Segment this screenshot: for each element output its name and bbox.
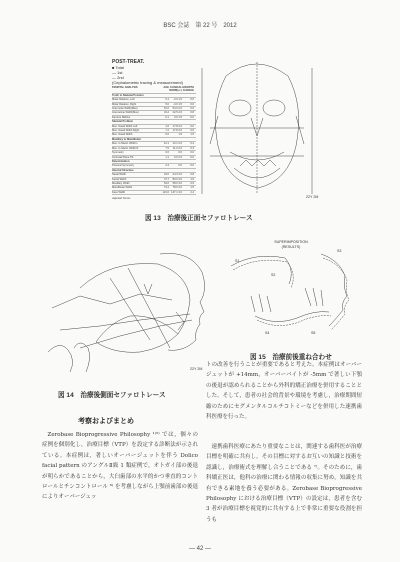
table-cell	[182, 120, 194, 123]
fig13-legend-item: — 1st	[112, 70, 123, 75]
table-cell: 0.0	[190, 102, 194, 106]
table-cell: Intermolar Width(Max)	[112, 107, 138, 111]
table-cell: 5.0	[165, 102, 169, 106]
table-cell: Postural Symmetry	[112, 164, 134, 168]
table-row	[112, 191, 196, 195]
fig13-legend-item: ■ Total	[112, 65, 124, 70]
table-cell: 1.6	[165, 124, 169, 128]
facial-plane	[128, 268, 170, 348]
fig14-lateral-tracing	[40, 248, 220, 376]
table-cell	[182, 94, 194, 97]
table-header-cell: GROWTH CHANGE	[182, 86, 194, 93]
table-cell: 74.4	[163, 186, 169, 190]
fig15-label-s1: S1	[235, 259, 240, 263]
table-cell: 1.5	[190, 186, 194, 190]
fig15-label-s5: S5	[311, 331, 316, 335]
table-cell: 72.7	[163, 177, 169, 181]
table-header-cell: CLINICAL NORM(+/-)	[169, 86, 182, 93]
table-cell: 0.0	[190, 155, 194, 159]
table-cell: 121.0	[162, 190, 169, 194]
table-cell: 0.3	[190, 146, 194, 150]
table-cell: 54.0	[163, 181, 169, 185]
table-cell: 0.1	[165, 115, 169, 119]
right-column-paragraph: トの改善を行うことが重要であると考えた。本症例はオーバージェットが +14mm，オーバーバイトが -5mm で著しい下顎の後退が認められることから外科的矯正治療を併用することとした。そして，患者の社会的背景や環境を考慮し，治療期間短縮のためにセグメンタルコルチコトミーなどを併用した速携歯科医療を行った。	[206, 362, 362, 421]
table-cell: 11.0 2.0	[172, 146, 182, 150]
table-cell	[182, 160, 194, 163]
table-cell: Symmetry	[112, 151, 124, 155]
fig15-subtitle: (RESULTS)	[281, 245, 301, 249]
table-cell: 0.0	[190, 129, 194, 133]
sella-nasion-line	[52, 294, 172, 308]
superimposition-mandible	[255, 312, 329, 322]
table-cell: 51.0	[163, 107, 169, 111]
table-cell: 17.8 2.0	[172, 129, 182, 133]
fig13-legend-title: POST-TREAT.	[112, 59, 145, 65]
table-cell: 2.4	[190, 190, 194, 194]
table-cell: 80.0 3.0	[172, 177, 182, 181]
table-cell: 7.5	[165, 146, 169, 150]
table-cell: Denture Midline	[112, 115, 131, 119]
table-cell: Intercanine Width(Max)	[112, 111, 139, 115]
table-header-row	[112, 86, 196, 94]
table-cell: Determination	[112, 159, 130, 163]
table-cell	[158, 120, 169, 123]
table-cell: 127.1 3.0	[171, 190, 182, 194]
table-cell: 31.2	[163, 111, 169, 115]
superimposition-s1	[231, 256, 291, 284]
fig13-legend	[112, 60, 183, 85]
superimposition-teeth-1	[251, 294, 271, 312]
table-cell: Occlusal Plane Tilt	[112, 155, 134, 159]
table-cell: Max. Nasal Width	[112, 133, 133, 137]
table-cell: 0.6	[190, 107, 194, 111]
fig15-label-s3: S3	[337, 249, 342, 253]
table-cell: 54.0 2.0	[172, 107, 182, 111]
fig15-label-s4: S4	[265, 331, 270, 335]
table-cell: 12.1 2.0	[172, 142, 182, 146]
table-cell: -3.0 1.5	[173, 102, 182, 106]
table-cell	[158, 94, 169, 97]
table-cell: 0.0 1.5	[174, 115, 182, 119]
table-header-cell: FRONTAL ANALYSIS	[112, 86, 138, 89]
table-cell	[182, 169, 194, 172]
fig15-superimposition	[225, 236, 355, 340]
table-cell: 58.0 3.0	[172, 181, 182, 185]
table-cell: 0.0	[190, 98, 194, 102]
fig15-caption: 図 15 治療前後重ね合わせ	[250, 354, 332, 361]
table-cell: 0.8	[190, 173, 194, 177]
table-cell	[158, 169, 169, 172]
fig13-table-note: Adjusted Norms	[112, 197, 131, 201]
fig13-caption: 図 13 治療後正面セファロトレース	[145, 215, 253, 222]
facial-axis	[110, 278, 150, 340]
table-cell: Maxillary to Mandibular	[112, 137, 141, 141]
table-cell	[169, 138, 182, 141]
fig15-title: SUPERIMPOSITION	[274, 240, 308, 244]
table-cell: 0.0 2.0	[174, 155, 182, 159]
table-cell: Molar Relation, Right	[112, 102, 137, 106]
table-cell: 0.0	[190, 151, 194, 155]
table-cell: 22.5 2.0	[172, 111, 182, 115]
table-cell: 1.1	[165, 155, 169, 159]
table-cell: 0.0	[178, 164, 182, 168]
table-cell: Max. to Mand. Width R	[112, 146, 139, 150]
fig14-caption: 図 14 治療後側面セファロトレース	[58, 392, 166, 399]
table-header-cell: AGE	[163, 86, 169, 89]
fig14-plate-label: 22Y 2M	[190, 367, 203, 371]
section-heading: 考察およびまとめ	[78, 418, 134, 425]
table-cell: 1.6	[190, 177, 194, 181]
table-cell: Max. Nasal Width Right	[112, 129, 140, 133]
table-cell: Facial Width	[112, 177, 127, 181]
table-cell: 2.4	[165, 164, 169, 168]
right-orbit	[263, 100, 285, 116]
table-cell	[169, 169, 182, 172]
soft-tissue-profile	[160, 253, 205, 350]
pterygoid-landmark	[144, 284, 152, 294]
occlusal-plane	[80, 320, 192, 348]
table-cell: 6.0	[165, 133, 169, 137]
table-cell: 6.1	[165, 98, 169, 102]
table-cell: 7.2	[165, 129, 169, 133]
fig13-legend-item: — 2nd	[112, 75, 124, 80]
teeth-outline	[240, 160, 276, 166]
table-cell	[182, 138, 194, 141]
table-cell: 12.1	[163, 142, 169, 146]
table-cell	[158, 138, 169, 141]
running-header: BSC 会誌 第 22 号 2012	[163, 23, 237, 29]
table-cell: 0.8	[190, 111, 194, 115]
skull-base-outline	[80, 264, 190, 353]
table-cell: Molar Relation, Left	[112, 98, 135, 102]
table-cell: Maxillary Width	[112, 181, 130, 185]
fig13-plate-label: 22Y 2M	[306, 195, 319, 199]
table-cell: 24.0	[163, 173, 169, 177]
table-cell: Tooth to Skeletal Position	[112, 93, 144, 97]
table-cell	[169, 94, 182, 97]
fig13-frontal-tracing	[196, 56, 319, 202]
superimposition-profile	[321, 254, 347, 326]
table-cell: 17.8 2.0	[172, 124, 182, 128]
table-cell: Internal Structure	[112, 168, 134, 172]
fig13-analysis-table	[112, 86, 196, 201]
cervical-vertebrae	[48, 345, 73, 372]
table-cell	[169, 160, 182, 163]
superimposition-s1-post	[233, 260, 293, 288]
right-column-paragraph: 速携歯科医療にあたり重要なことは，関連する歯科医が治療目標を明確に共有し，その目標に対するお互いの知識と技術を認識し，治療術式を理解し合うことである ⁷⁾。そのために，歯科矯正医は，他科の治療に関わる情報の収集に努め，知識を共有できる素地を養う必要がある。Zerobase Bioprogressive Philosophy における治療目標（VTP）の設定は，患者を含む 3 者が治療目標を視覚的に共有する上で非常に重要な役割を担うも	[206, 444, 362, 523]
fig13-legend-note: (Cephalometric tracing & measurement)	[112, 80, 183, 85]
table-cell: 0.0	[190, 115, 194, 119]
table-cell: -3.0 1.5	[173, 98, 182, 102]
table-cell: 24.3 2.0	[172, 173, 182, 177]
table-cell: 0.4	[190, 142, 194, 146]
table-cell: 78.0 3.0	[172, 186, 182, 190]
table-cell: Max. to Mand. Width L	[112, 142, 138, 146]
table-cell: 0.0	[178, 151, 182, 155]
table-cell: Nasal Width	[112, 173, 126, 177]
page-number: — 42 —	[188, 546, 211, 552]
superimposition-profile-post	[323, 258, 349, 330]
table-cell	[169, 120, 182, 123]
table-cell: 0.9	[190, 181, 194, 185]
table-cell: 1.5	[190, 133, 194, 137]
left-orbit	[229, 100, 251, 116]
table-cell: 0.0	[190, 124, 194, 128]
table-cell: Face Width	[112, 190, 126, 194]
fig15-label-s2: S2	[271, 273, 276, 277]
left-column-paragraph: Zerobase Bioprogressive Philosophy ¹⁾⁵⁾ では，個々の症例を個別化し，治療目標（VTP）を設定する診断法が示されている。本症例は，著しいオーバージェットを伴う Dolico facial pattern のアングルⅡ級 1 類症例で，オトガイ部の後退が明らかであることから，大臼歯部の水平的かつ垂直的コントロールとチンコントロール ⁶⁾ を考慮しながら上顎前歯部の後退によりオーバージェッ	[42, 432, 198, 501]
superimposition-teeth-2	[305, 288, 323, 306]
table-cell: Skeletal Problem	[112, 120, 133, 124]
table-cell: 1.5	[178, 133, 182, 137]
table-cell: 0.0	[190, 164, 194, 168]
table-cell: 0.0	[165, 151, 169, 155]
table-cell: Max. Nasal Width Left	[112, 124, 138, 128]
table-cell: Mandibular Width	[112, 186, 133, 190]
table-cell	[158, 160, 169, 163]
